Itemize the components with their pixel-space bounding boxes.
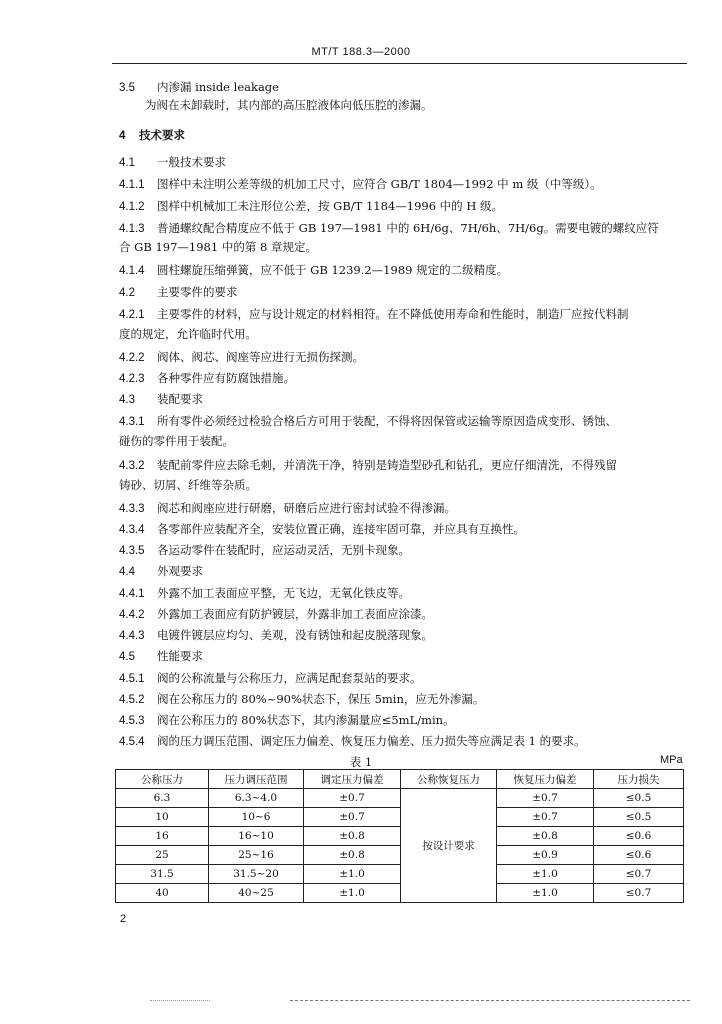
table-cell: 40~25 <box>209 884 304 903</box>
table-cell: ±0.9 <box>497 846 594 865</box>
clause-text: 主要零件的要求 <box>157 285 238 299</box>
clause-number: 4.5.4 <box>119 736 145 748</box>
clause-text: 装配前零件应去除毛刺，并清洗干净，特别是铸造型砂孔和钻孔，更应仔细清洗，不得残留 <box>157 458 617 472</box>
table-cell: ±0.8 <box>304 846 401 865</box>
table-cell: ≤0.7 <box>594 865 684 884</box>
clause-4-3-1 <box>119 414 617 429</box>
clause-text: 铸砂、切屑、纤维等杂质。 <box>119 478 257 492</box>
table-header-cell: 恢复压力偏差 <box>497 770 594 789</box>
table-cell: ±1.0 <box>497 884 594 903</box>
table-cell: ≤0.6 <box>594 846 684 865</box>
table-cell: ±0.8 <box>304 827 401 846</box>
clause-4-3-5 <box>119 543 410 558</box>
clause-continuation <box>145 98 433 112</box>
clause-4-5-4 <box>119 734 586 749</box>
clause-continuation <box>119 240 317 254</box>
clause-text: 阀芯和阀座应进行研磨，研磨后应进行密封试验不得渗漏。 <box>157 501 456 515</box>
clause-4-4 <box>119 564 203 579</box>
table-cell: 10 <box>116 808 209 827</box>
clause-text: 阀的公称流量与公称压力，应满足配套泵站的要求。 <box>157 671 422 685</box>
clause-text: 技术要求 <box>139 128 185 142</box>
clause-number: 4.5.2 <box>119 694 145 706</box>
clause-4-1 <box>119 155 226 170</box>
clause-4-5 <box>119 649 203 664</box>
table-row <box>116 884 684 903</box>
pressure-spec-table <box>115 769 684 903</box>
clause-4-3-4 <box>119 522 525 537</box>
clause-4-5-3 <box>119 713 455 728</box>
clause-text: 阀体、阀芯、阀座等应进行无损伤探测。 <box>157 350 364 364</box>
table-cell: 16 <box>116 827 209 846</box>
table-cell: 10~6 <box>209 808 304 827</box>
table-row <box>116 846 684 865</box>
clause-4-2-2 <box>119 350 364 365</box>
clause-number: 4.2.3 <box>119 373 145 385</box>
clause-text: 碰伤的零件用于装配。 <box>119 434 234 448</box>
table-header-cell: 压力调压范围 <box>209 770 304 789</box>
header-rule <box>112 63 687 64</box>
clause-text: 装配要求 <box>157 392 203 406</box>
clause-text: 阀在公称压力的 80%状态下，其内渗漏量应≤5mL/min。 <box>157 713 455 727</box>
clause-text: 电镀件镀层应均匀、美观，没有锈蚀和起皮脱落现象。 <box>157 628 433 642</box>
scan-artifact-line <box>290 1000 690 1001</box>
clause-number: 4.4.1 <box>119 588 145 600</box>
table-cell: ±1.0 <box>497 865 594 884</box>
table-cell: 16~10 <box>209 827 304 846</box>
clause-text: 度的规定，允许临时代用。 <box>119 327 257 341</box>
clause-continuation <box>119 327 257 341</box>
table-cell: ≤0.7 <box>594 884 684 903</box>
table-cell: 40 <box>116 884 209 903</box>
clause-number: 4.3.3 <box>119 503 145 515</box>
clause-text: 各种零件应有防腐蚀措施。 <box>157 371 295 385</box>
clause-number: 4.4.3 <box>119 630 145 642</box>
clause-number: 4.3.1 <box>119 416 145 428</box>
clause-text: 阀的压力调压范围、调定压力偏差、恢复压力偏差、压力损失等应满足表 1 的要求。 <box>157 734 586 748</box>
clause-continuation <box>119 478 257 492</box>
table-cell: ±0.7 <box>304 789 401 808</box>
clause-text: 外露加工表面应有防护镀层，外露非加工表面应涂漆。 <box>157 607 433 621</box>
table-cell: 6.3~4.0 <box>209 789 304 808</box>
clause-4-4-1 <box>119 586 410 601</box>
scan-artifact-line <box>150 1000 210 1001</box>
clause-number: 4.4 <box>119 566 135 578</box>
table-cell: ±1.0 <box>304 865 401 884</box>
clause-number: 4.4.2 <box>119 609 145 621</box>
clause-text: 图样中机械加工未注形位公差，按 GB/T 1184—1996 中的 H 级。 <box>157 199 504 213</box>
clause-4-2-3 <box>119 371 295 386</box>
clause-4-4-3 <box>119 628 433 643</box>
clause-text: 阀在公称压力的 80%~90%状态下，保压 5min，应无外渗漏。 <box>157 692 485 706</box>
page-number: 2 <box>120 913 127 925</box>
table-header-cell: 公称压力 <box>116 770 209 789</box>
clause-text: 各运动零件在装配时，应运动灵活，无别卡现象。 <box>157 543 410 557</box>
running-header: MT/T 188.3—2000 <box>311 46 411 58</box>
clause-4-3 <box>119 392 203 407</box>
clause-number: 4.1.1 <box>119 179 145 191</box>
clause-text: 各零部件应装配齐全，安装位置正确，连接牢固可靠，并应具有互换性。 <box>157 522 525 536</box>
clause-4-1-3 <box>119 221 659 236</box>
table-cell: 31.5 <box>116 865 209 884</box>
clause-4-3-3 <box>119 501 456 516</box>
table-cell: ≤0.5 <box>594 808 684 827</box>
clause-text: 性能要求 <box>157 649 203 663</box>
clause-text: 外观要求 <box>157 564 203 578</box>
table-cell: ±0.7 <box>497 789 594 808</box>
clause-number: 4.2.1 <box>119 309 145 321</box>
clause-text: 为阀在未卸载时，其内部的高压腔液体向低压腔的渗漏。 <box>145 98 433 112</box>
clause-text: 内渗漏 inside leakage <box>157 80 279 94</box>
table-cell: 25~16 <box>209 846 304 865</box>
clause-number: 4.1 <box>119 157 135 169</box>
clause-4-5-1 <box>119 671 422 686</box>
table-cell: ±0.7 <box>304 808 401 827</box>
clause-4-1-4 <box>119 263 508 278</box>
clause-3-5 <box>119 80 279 95</box>
table-header-cell: 公称恢复压力 <box>401 770 497 789</box>
clause-4-1-2 <box>119 199 503 214</box>
table-unit: MPa <box>660 754 683 766</box>
clause-text: 外露不加工表面应平整，无飞边，无氧化铁皮等。 <box>157 586 410 600</box>
clause-number: 4.1.4 <box>119 265 145 277</box>
table-header-row <box>116 770 684 789</box>
table-cell: ±1.0 <box>304 884 401 903</box>
section-4-heading <box>119 128 185 143</box>
clause-text: 合 GB 197—1981 中的第 8 章规定。 <box>119 240 317 254</box>
clause-continuation <box>119 434 234 448</box>
table-row <box>116 827 684 846</box>
clause-text: 一般技术要求 <box>157 155 226 169</box>
clause-number: 4.1.2 <box>119 201 145 213</box>
clause-number: 4.5.1 <box>119 673 145 685</box>
table-cell: ≤0.5 <box>594 789 684 808</box>
table-caption: 表 1 <box>349 755 373 769</box>
merged-design-note-cell: 按设计要求 <box>401 789 497 903</box>
clause-number: 4.3.4 <box>119 524 145 536</box>
table-cell: 6.3 <box>116 789 209 808</box>
table-header-cell: 调定压力偏差 <box>304 770 401 789</box>
clause-number: 4.3.5 <box>119 545 145 557</box>
clause-text: 圆柱螺旋压缩弹簧，应不低于 GB 1239.2—1989 规定的二级精度。 <box>157 263 509 277</box>
clause-text: 主要零件的材料，应与设计规定的材料相符。在不降低使用寿命和性能时，制造厂应按代料制 <box>157 307 629 321</box>
clause-number: 3.5 <box>119 82 135 94</box>
clause-number: 4 <box>119 130 126 142</box>
clause-4-2 <box>119 285 238 300</box>
clause-number: 4.2.2 <box>119 352 145 364</box>
clause-number: 4.5.3 <box>119 715 145 727</box>
clause-number: 4.1.3 <box>119 223 145 235</box>
table-cell: 31.5~20 <box>209 865 304 884</box>
table-header-cell: 压力损失 <box>594 770 684 789</box>
clause-number: 4.2 <box>119 287 135 299</box>
table-cell: 25 <box>116 846 209 865</box>
clause-4-5-2 <box>119 692 484 707</box>
clause-text: 普通螺纹配合精度应不低于 GB 197—1981 中的 6H/6g、7H/6h、7H/6g。需要电镀的螺纹应符 <box>157 221 659 235</box>
clause-number: 4.5 <box>119 651 135 663</box>
clause-text: 所有零件必须经过检验合格后方可用于装配，不得将因保管或运输等原因造成变形、锈蚀、 <box>157 414 617 428</box>
table-cell: ±0.8 <box>497 827 594 846</box>
clause-4-1-1 <box>119 177 602 192</box>
clause-text: 图样中未注明公差等级的机加工尺寸，应符合 GB/T 1804—1992 中 m 级（中等级）。 <box>157 177 602 191</box>
table-row <box>116 808 684 827</box>
clause-number: 4.3.2 <box>119 460 145 472</box>
clause-4-2-1 <box>119 307 629 322</box>
table-cell: ±0.7 <box>497 808 594 827</box>
clause-4-4-2 <box>119 607 433 622</box>
clause-number: 4.3 <box>119 394 135 406</box>
table-cell: ≤0.6 <box>594 827 684 846</box>
clause-4-3-2 <box>119 458 617 473</box>
table-row <box>116 865 684 884</box>
table-row <box>116 789 684 808</box>
